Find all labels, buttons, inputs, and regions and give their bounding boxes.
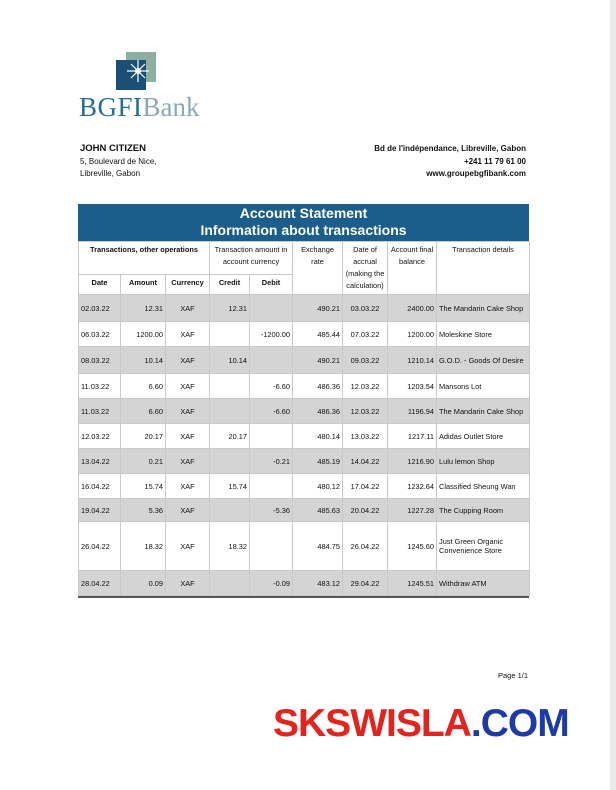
header-account-final-balance: Account final balance bbox=[388, 242, 437, 295]
cell-date: 02.03.22 bbox=[79, 295, 121, 322]
cell-exchange-rate: 485.19 bbox=[293, 449, 343, 474]
cell-accrual-date: 07.03.22 bbox=[343, 322, 388, 347]
cell-amount: 5.36 bbox=[121, 499, 166, 522]
cell-date: 11.03.22 bbox=[79, 399, 121, 424]
page-edge bbox=[610, 0, 616, 790]
cell-amount: 10.14 bbox=[121, 347, 166, 374]
cell-debit: -0.21 bbox=[250, 449, 293, 474]
cell-amount: 6.60 bbox=[121, 374, 166, 399]
logo-text-bgfi: BGFI bbox=[79, 92, 143, 122]
table-row bbox=[79, 424, 530, 449]
customer-address bbox=[80, 143, 157, 181]
cell-amount: 6.60 bbox=[121, 399, 166, 424]
cell-exchange-rate: 484.75 bbox=[293, 522, 343, 571]
cell-accrual-date: 13.03.22 bbox=[343, 424, 388, 449]
cell-details: The Mandarin Cake Shop bbox=[437, 399, 530, 424]
cell-balance: 1227.28 bbox=[388, 499, 437, 522]
cell-exchange-rate: 490.21 bbox=[293, 347, 343, 374]
watermark-dot: . bbox=[470, 702, 481, 745]
table-row bbox=[79, 322, 530, 347]
table-row bbox=[79, 347, 530, 374]
cell-debit: -0.09 bbox=[250, 571, 293, 596]
cell-exchange-rate: 480.12 bbox=[293, 474, 343, 499]
cell-exchange-rate: 486.36 bbox=[293, 374, 343, 399]
cell-credit: 10.14 bbox=[210, 347, 250, 374]
cell-details: Classified Sheung Wan bbox=[437, 474, 530, 499]
cell-currency: XAF bbox=[166, 499, 210, 522]
cell-exchange-rate: 483.12 bbox=[293, 571, 343, 596]
header-exchange-rate: Exchange rate bbox=[293, 242, 343, 295]
logo-text-bank: Bank bbox=[142, 92, 200, 122]
watermark-tld: COM bbox=[480, 702, 569, 745]
cell-currency: XAF bbox=[166, 424, 210, 449]
cell-credit: 15.74 bbox=[210, 474, 250, 499]
cell-credit bbox=[210, 449, 250, 474]
cell-date: 16.04.22 bbox=[79, 474, 121, 499]
table-row bbox=[79, 499, 530, 522]
cell-accrual-date: 17.04.22 bbox=[343, 474, 388, 499]
cell-credit bbox=[210, 399, 250, 424]
cell-amount: 15.74 bbox=[121, 474, 166, 499]
cell-currency: XAF bbox=[166, 571, 210, 596]
account-statement bbox=[78, 204, 529, 598]
cell-debit bbox=[250, 522, 293, 571]
header-currency: Currency bbox=[166, 275, 210, 295]
cell-debit bbox=[250, 474, 293, 499]
statement-title: Account Statement bbox=[239, 205, 368, 221]
header-date: Date bbox=[79, 275, 121, 295]
cell-currency: XAF bbox=[166, 399, 210, 424]
bank-address bbox=[374, 143, 526, 181]
table-row bbox=[79, 522, 530, 571]
cell-details: Lulu lemon Shop bbox=[437, 449, 530, 474]
cell-debit bbox=[250, 347, 293, 374]
header-date-of-accrual: Date of accrual (making the calculation) bbox=[343, 242, 388, 295]
cell-exchange-rate: 486.36 bbox=[293, 399, 343, 424]
header-credit: Credit bbox=[210, 275, 250, 295]
cell-debit: -1200.00 bbox=[250, 322, 293, 347]
cell-currency: XAF bbox=[166, 474, 210, 499]
cell-currency: XAF bbox=[166, 449, 210, 474]
cell-date: 13.04.22 bbox=[79, 449, 121, 474]
cell-details: Mansons Lot bbox=[437, 374, 530, 399]
table-row bbox=[79, 374, 530, 399]
cell-date: 12.03.22 bbox=[79, 424, 121, 449]
header-amount: Amount bbox=[121, 275, 166, 295]
cell-exchange-rate: 480.14 bbox=[293, 424, 343, 449]
cell-debit bbox=[250, 295, 293, 322]
cell-balance: 1245.51 bbox=[388, 571, 437, 596]
table-bottom-rule bbox=[78, 596, 529, 598]
cell-date: 19.04.22 bbox=[79, 499, 121, 522]
cell-credit bbox=[210, 322, 250, 347]
bank-address-line1: Bd de l'indépendance, Libreville, Gabon bbox=[374, 144, 526, 153]
statement-banner bbox=[78, 204, 529, 241]
watermark bbox=[273, 702, 569, 746]
cell-date: 11.03.22 bbox=[79, 374, 121, 399]
cell-accrual-date: 12.03.22 bbox=[343, 399, 388, 424]
watermark-name: SKSWISLA bbox=[273, 702, 471, 745]
transactions-table bbox=[78, 241, 530, 596]
cell-date: 26.04.22 bbox=[79, 522, 121, 571]
cell-balance: 1203.54 bbox=[388, 374, 437, 399]
cell-details: Just Green Organic Convenience Store bbox=[437, 522, 530, 571]
cell-currency: XAF bbox=[166, 295, 210, 322]
cell-details: G.O.D. - Goods Of Desire bbox=[437, 347, 530, 374]
table-row bbox=[79, 474, 530, 499]
cell-debit: -6.60 bbox=[250, 399, 293, 424]
cell-credit: 12.31 bbox=[210, 295, 250, 322]
cell-accrual-date: 12.03.22 bbox=[343, 374, 388, 399]
cell-debit bbox=[250, 424, 293, 449]
cell-amount: 0.21 bbox=[121, 449, 166, 474]
customer-address-line2: Libreville, Gabon bbox=[80, 169, 141, 178]
cell-credit bbox=[210, 499, 250, 522]
cell-date: 28.04.22 bbox=[79, 571, 121, 596]
header-debit: Debit bbox=[250, 275, 293, 295]
cell-accrual-date: 14.04.22 bbox=[343, 449, 388, 474]
cell-balance: 1232.64 bbox=[388, 474, 437, 499]
cell-currency: XAF bbox=[166, 347, 210, 374]
cell-credit: 20.17 bbox=[210, 424, 250, 449]
star-logo-icon bbox=[116, 52, 156, 90]
cell-amount: 0.09 bbox=[121, 571, 166, 596]
table-row bbox=[79, 571, 530, 596]
cell-credit bbox=[210, 571, 250, 596]
cell-balance: 1245.60 bbox=[388, 522, 437, 571]
cell-balance: 1210.14 bbox=[388, 347, 437, 374]
table-row bbox=[79, 449, 530, 474]
cell-currency: XAF bbox=[166, 374, 210, 399]
header-transaction-details: Transaction details bbox=[437, 242, 530, 295]
cell-exchange-rate: 485.44 bbox=[293, 322, 343, 347]
cell-currency: XAF bbox=[166, 522, 210, 571]
cell-accrual-date: 20.04.22 bbox=[343, 499, 388, 522]
cell-accrual-date: 26.04.22 bbox=[343, 522, 388, 571]
cell-currency: XAF bbox=[166, 322, 210, 347]
cell-details: Moleskine Store bbox=[437, 322, 530, 347]
bank-phone: +241 11 79 61 00 bbox=[463, 156, 526, 166]
statement-subtitle: Information about transactions bbox=[200, 222, 407, 238]
cell-exchange-rate: 490.21 bbox=[293, 295, 343, 322]
cell-balance: 1200.00 bbox=[388, 322, 437, 347]
cell-balance: 2400.00 bbox=[388, 295, 437, 322]
cell-balance: 1217.11 bbox=[388, 424, 437, 449]
customer-name: JOHN CITIZEN bbox=[80, 143, 146, 154]
table-row bbox=[79, 399, 530, 424]
page-number: Page 1/1 bbox=[498, 671, 529, 680]
cell-details: Withdraw ATM bbox=[437, 571, 530, 596]
cell-balance: 1196.94 bbox=[388, 399, 437, 424]
cell-amount: 12.31 bbox=[121, 295, 166, 322]
table-row bbox=[79, 295, 530, 322]
bank-website: www.groupebgfibank.com bbox=[426, 169, 526, 178]
header-transaction-amount: Transaction amount in account currency bbox=[210, 242, 293, 275]
cell-debit: -6.60 bbox=[250, 374, 293, 399]
cell-amount: 18.32 bbox=[121, 522, 166, 571]
cell-date: 06.03.22 bbox=[79, 322, 121, 347]
cell-debit: -5.36 bbox=[250, 499, 293, 522]
cell-amount: 1200.00 bbox=[121, 322, 166, 347]
cell-details: The Mandarin Cake Shop bbox=[437, 295, 530, 322]
cell-accrual-date: 29.04.22 bbox=[343, 571, 388, 596]
cell-amount: 20.17 bbox=[121, 424, 166, 449]
customer-address-line1: 5, Boulevard de Nice, bbox=[80, 156, 157, 166]
cell-accrual-date: 09.03.22 bbox=[343, 347, 388, 374]
cell-balance: 1216.90 bbox=[388, 449, 437, 474]
header-transactions-other: Transactions, other operations bbox=[79, 242, 210, 275]
cell-details: Adidas Outlet Store bbox=[437, 424, 530, 449]
cell-accrual-date: 03.03.22 bbox=[343, 295, 388, 322]
cell-details: The Cupping Room bbox=[437, 499, 530, 522]
cell-exchange-rate: 485.63 bbox=[293, 499, 343, 522]
cell-credit bbox=[210, 374, 250, 399]
cell-credit: 18.32 bbox=[210, 522, 250, 571]
cell-date: 08.03.22 bbox=[79, 347, 121, 374]
